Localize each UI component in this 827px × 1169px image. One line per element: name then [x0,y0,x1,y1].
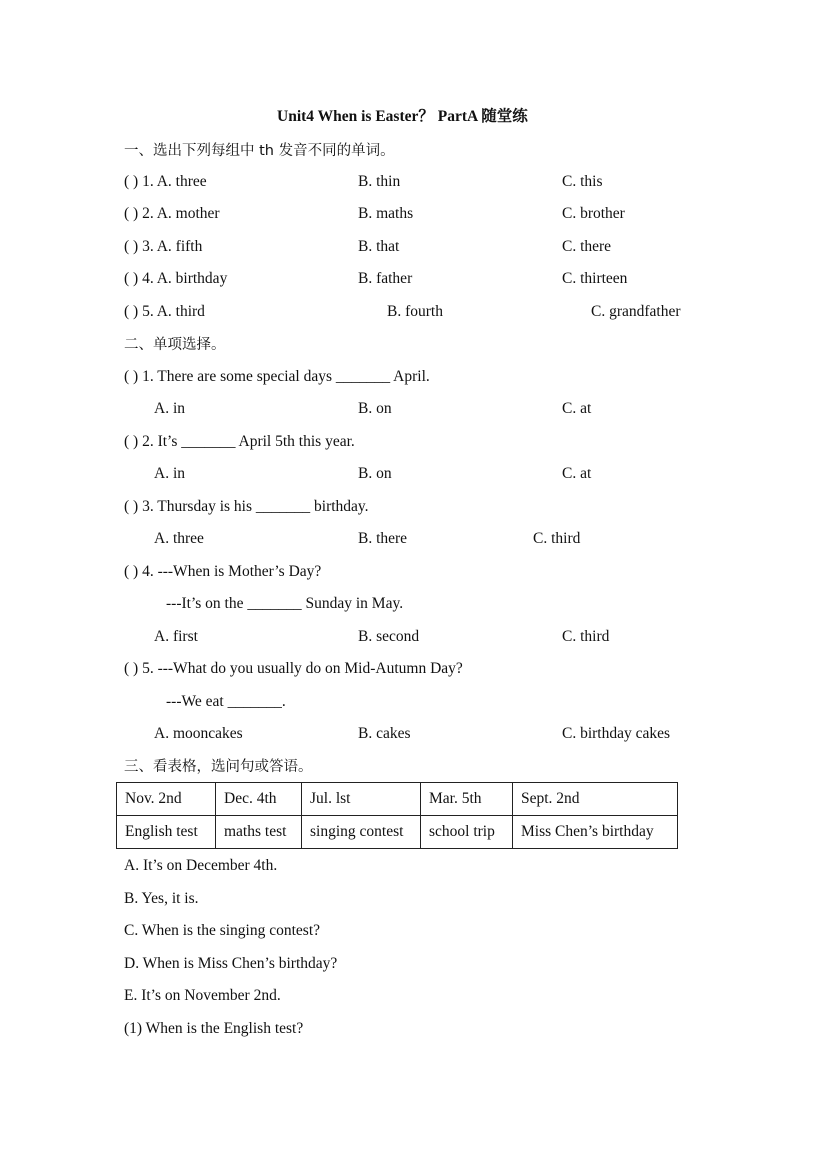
table-cell: maths test [216,816,302,849]
section2-heading: 二、单项选择。 [124,337,226,353]
s2-q2-option-c: C. at [562,465,592,482]
section1-heading: 一、选出下列每组中 th 发音不同的单词。 [124,143,395,159]
s1-q4-option-c: C. thirteen [562,270,628,287]
table-cell: Dec. 4th [216,783,302,816]
s2-q4-option-a: A. first [154,628,198,645]
table-row-events [117,816,678,849]
s1-q1-option-c: C. this [562,173,603,190]
s1-q4-option-b: B. father [358,270,413,287]
s1-q1-stem: ( ) 1. A. three [124,173,207,190]
table-cell: singing contest [302,816,421,849]
table-cell: Jul. lst [302,783,421,816]
s2-q3-stem: ( ) 3. Thursday is his _______ birthday. [124,498,369,515]
s3-question-1: (1) When is the English test? [124,1020,304,1037]
s1-q3-option-b: B. that [358,238,400,255]
s2-q1-option-c: C. at [562,400,592,417]
s3-option-d: D. When is Miss Chen’s birthday? [124,955,338,972]
s1-q2-option-b: B. maths [358,205,414,222]
table-cell: Mar. 5th [421,783,513,816]
s2-q5-option-c: C. birthday cakes [562,725,671,742]
s3-option-e: E. It’s on November 2nd. [124,987,281,1004]
table-cell: Nov. 2nd [117,783,216,816]
schedule-table [116,782,678,849]
s1-q3-stem: ( ) 3. A. fifth [124,238,203,255]
s1-q2-stem: ( ) 2. A. mother [124,205,220,222]
s2-q5-option-a: A. mooncakes [154,725,243,742]
s1-q5-stem: ( ) 5. A. third [124,303,205,320]
s1-q3-option-c: C. there [562,238,612,255]
s2-q4-option-c: C. third [562,628,610,645]
s1-q4-stem: ( ) 4. A. birthday [124,270,228,287]
s2-q1-option-a: A. in [154,400,185,417]
s1-q1-option-b: B. thin [358,173,401,190]
s2-q1-option-b: B. on [358,400,392,417]
table-cell: Sept. 2nd [513,783,678,816]
s2-q2-stem: ( ) 2. It’s _______ April 5th this year. [124,433,355,450]
s2-q5-stem: ( ) 5. ---What do you usually do on Mid-Autumn Day? [124,660,463,677]
s3-option-b: B. Yes, it is. [124,890,199,907]
s2-q2-option-b: B. on [358,465,392,482]
table-cell: school trip [421,816,513,849]
s1-q5-option-b: B. fourth [387,303,443,320]
s2-q5-answer-line: ---We eat _______. [166,693,286,710]
table-cell: English test [117,816,216,849]
s2-q5-option-b: B. cakes [358,725,411,742]
section3-heading: 三、看表格，选问句或答语。 [124,759,313,775]
s3-option-a: A. It’s on December 4th. [124,857,278,874]
table-row-dates [117,783,678,816]
s3-option-c: C. When is the singing contest? [124,922,321,939]
s1-q5-option-c: C. grandfather [591,303,681,320]
s2-q1-stem: ( ) 1. There are some special days _______ April. [124,368,430,385]
page-title: Unit4 When is Easter？ PartA 随堂练 [277,108,528,125]
s2-q3-option-b: B. there [358,530,408,547]
s2-q4-answer-line: ---It’s on the _______ Sunday in May. [166,595,404,612]
s2-q3-option-a: A. three [154,530,204,547]
s2-q4-stem: ( ) 4. ---When is Mother’s Day? [124,563,322,580]
s1-q2-option-c: C. brother [562,205,625,222]
table-cell: Miss Chen’s birthday [513,816,678,849]
s2-q2-option-a: A. in [154,465,185,482]
s2-q3-option-c: C. third [533,530,581,547]
s2-q4-option-b: B. second [358,628,420,645]
